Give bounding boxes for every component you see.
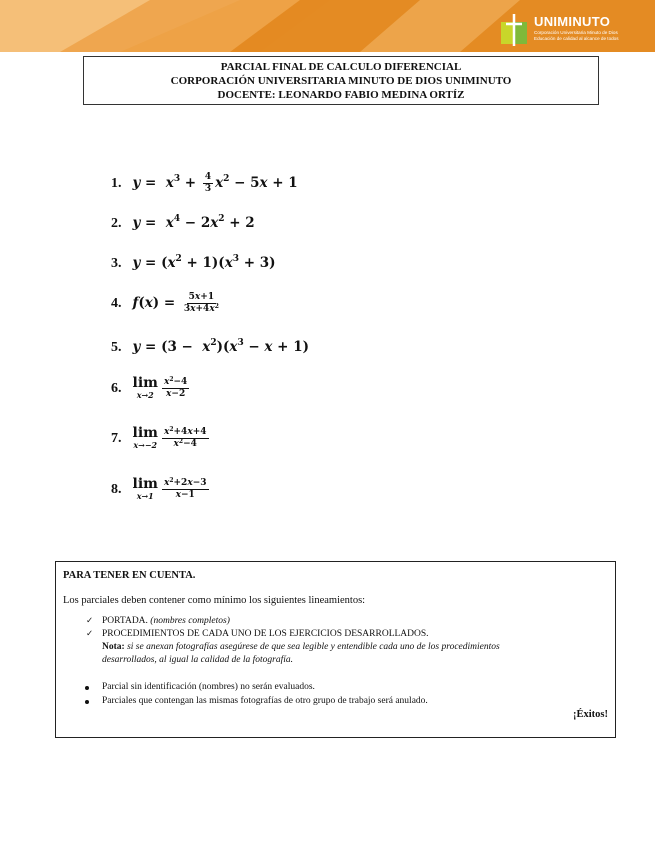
notes-box bbox=[55, 561, 616, 738]
problem-8 bbox=[111, 477, 211, 501]
problem-expression: lim x→1 $\frac{x^2+2x-3}{x-1}$ bbox=[132, 476, 207, 501]
header-title: PARCIAL FINAL DE CALCULO DIFERENCIAL bbox=[220, 61, 462, 73]
problem-expression: $y = x^3$ + $\frac{4}{3}$ $x^2 - 5x + 1$ bbox=[132, 172, 298, 194]
checklist-item-procedimientos: ✓ PROCEDIMIENTOS DE CADA UNO DE LOS EJERCICIOS DESARROLLADOS. bbox=[86, 629, 429, 639]
logo-tagline: Educación de calidad al alcance de todos bbox=[534, 36, 619, 41]
bullet-icon bbox=[85, 700, 89, 704]
uniminuto-logo bbox=[500, 12, 640, 46]
problem-2 bbox=[111, 215, 255, 232]
problem-expression: $y = (x^2 + 1)(x^3 + 3)$ bbox=[132, 254, 276, 271]
problem-list bbox=[111, 0, 511, 520]
logo-name: UNIMINUTO bbox=[534, 14, 611, 29]
nota-line-1: Nota: si se anexan fotografías asegúrese de que sea legible y entendible cada uno de los procedimientos bbox=[102, 642, 500, 652]
problem-expression: f(x) = $\frac{5x+1}{3x+4x^2}$ bbox=[132, 292, 219, 314]
checklist-item-portada: ✓ PORTADA. (nombres completos) bbox=[86, 616, 230, 626]
problem-number: 4. bbox=[111, 296, 122, 311]
problem-1 bbox=[111, 172, 298, 195]
problem-number: 8. bbox=[111, 481, 122, 497]
notes-title: PARA TENER EN CUENTA. bbox=[63, 570, 196, 581]
problem-expression: lim x→−2 $\frac{x^2+4x+4}{x^2-4}$ bbox=[132, 425, 207, 450]
problem-number: 5. bbox=[111, 340, 122, 355]
problem-number: 6. bbox=[111, 380, 122, 396]
problem-number: 2. bbox=[111, 216, 122, 231]
problem-7 bbox=[111, 426, 211, 450]
header-institution: CORPORACIÓN UNIVERSITARIA MINUTO DE DIOS UNIMINUTO bbox=[170, 75, 512, 87]
bullet-icon bbox=[85, 686, 89, 690]
closing-text: ¡Éxitos! bbox=[573, 709, 608, 720]
problem-5 bbox=[111, 339, 309, 356]
problem-3 bbox=[111, 255, 276, 272]
problem-4 bbox=[111, 292, 223, 315]
nota-line-2: desarrollados, al igual la calidad de la fotografía. bbox=[102, 655, 293, 665]
notes-intro: Los parciales deben contener como mínimo los siguientes lineamientos: bbox=[63, 595, 366, 606]
problem-6 bbox=[111, 376, 191, 400]
problem-number: 3. bbox=[111, 256, 122, 271]
problem-number: 1. bbox=[111, 176, 122, 191]
logo-tagline: Corporación Universitaria Minuto de Dios bbox=[534, 30, 618, 35]
bullet-item: Parcial sin identificación (nombres) no serán evaluados. bbox=[102, 682, 315, 692]
problem-expression: lim x→2 $\frac{x^2-4}{x-2}$ bbox=[132, 375, 188, 400]
problem-expression: $y = x^4 - 2x^2 + 2$ bbox=[132, 214, 255, 231]
bullet-item: Parciales que contengan las mismas fotografías de otro grupo de trabajo será anulado. bbox=[102, 696, 428, 706]
checkmark-icon: ✓ bbox=[86, 616, 94, 626]
problem-expression: $y = (3 - x^2)(x^3 - x + 1)$ bbox=[132, 338, 309, 355]
header-teacher: DOCENTE: LEONARDO FABIO MEDINA ORTÍZ bbox=[217, 89, 465, 101]
problem-number: 7. bbox=[111, 430, 122, 446]
checkmark-icon: ✓ bbox=[86, 629, 94, 639]
